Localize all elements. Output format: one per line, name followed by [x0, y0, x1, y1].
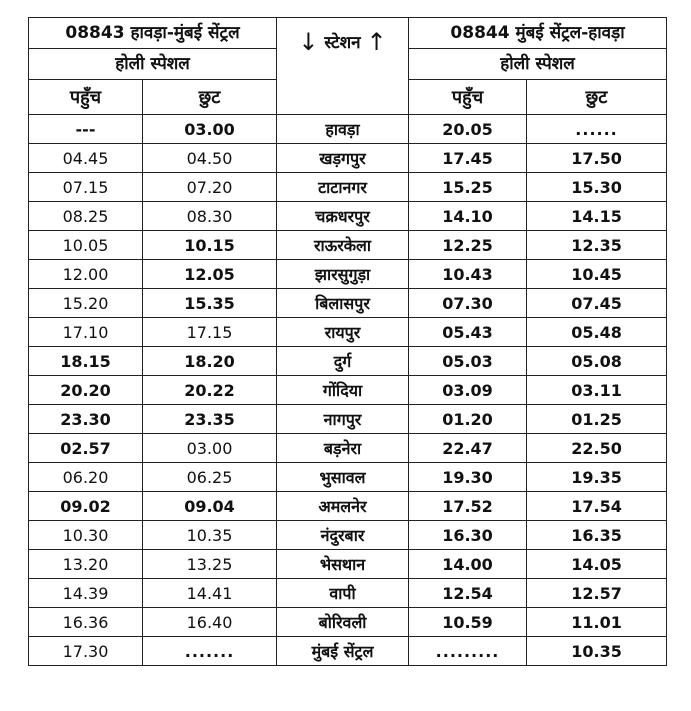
departure-08844: 17.50: [527, 144, 667, 173]
train-08844-subtitle: होली स्पेशल: [409, 49, 667, 80]
arrival-08844: 19.30: [409, 463, 527, 492]
departure-08843: 06.25: [143, 463, 277, 492]
station-column-header: [277, 18, 409, 115]
station-name: नंदुरबार: [277, 521, 409, 550]
departure-08843: 12.05: [143, 260, 277, 289]
arrival-08844: 15.25: [409, 173, 527, 202]
table-row: [29, 550, 667, 579]
arrival-08843: 14.39: [29, 579, 143, 608]
station-name: भेसथान: [277, 550, 409, 579]
table-row: [29, 318, 667, 347]
departure-08844: 14.15: [527, 202, 667, 231]
arrival-08843: 09.02: [29, 492, 143, 521]
departure-08844: 07.45: [527, 289, 667, 318]
arrival-08844: 07.30: [409, 289, 527, 318]
arrival-header-08844: पहुँच: [409, 80, 527, 115]
arrival-08843: 17.30: [29, 637, 143, 666]
departure-header-08843: छुट: [143, 80, 277, 115]
table-row: [29, 376, 667, 405]
arrival-08844: 10.59: [409, 608, 527, 637]
departure-08844: 10.35: [527, 637, 667, 666]
arrival-08844: 03.09: [409, 376, 527, 405]
table-row: [29, 579, 667, 608]
departure-08843: 10.35: [143, 521, 277, 550]
departure-08843: 14.41: [143, 579, 277, 608]
arrival-08844: 12.25: [409, 231, 527, 260]
station-name: मुंबई सेंट्रल: [277, 637, 409, 666]
table-row: [29, 260, 667, 289]
table-row: [29, 405, 667, 434]
arrival-08844: 22.47: [409, 434, 527, 463]
table-row: [29, 492, 667, 521]
arrival-08843: 17.10: [29, 318, 143, 347]
departure-08844: 22.50: [527, 434, 667, 463]
arrival-08843: 04.45: [29, 144, 143, 173]
timetable: [28, 17, 667, 666]
arrival-08844: 20.05: [409, 115, 527, 144]
departure-08843: 23.35: [143, 405, 277, 434]
table-row: [29, 463, 667, 492]
station-name: भुसावल: [277, 463, 409, 492]
arrow-up-icon: ↑: [366, 28, 387, 56]
station-name: अमलनेर: [277, 492, 409, 521]
departure-08843: 17.15: [143, 318, 277, 347]
departure-08843: 04.50: [143, 144, 277, 173]
arrival-08844: 05.03: [409, 347, 527, 376]
table-row: [29, 289, 667, 318]
arrival-08843: 16.36: [29, 608, 143, 637]
arrival-08843: 08.25: [29, 202, 143, 231]
arrival-08843: 02.57: [29, 434, 143, 463]
departure-08843: 18.20: [143, 347, 277, 376]
departure-08844: 12.57: [527, 579, 667, 608]
departure-08844: ......: [527, 115, 667, 144]
station-name: झारसुगुड़ा: [277, 260, 409, 289]
station-name: टाटानगर: [277, 173, 409, 202]
station-name: चक्रधरपुर: [277, 202, 409, 231]
station-name: बिलासपुर: [277, 289, 409, 318]
departure-08844: 12.35: [527, 231, 667, 260]
station-label: स्टेशन: [324, 33, 361, 53]
arrival-08843: 07.15: [29, 173, 143, 202]
departure-08844: 01.25: [527, 405, 667, 434]
station-name: राऊरकेला: [277, 231, 409, 260]
departure-08843: 03.00: [143, 434, 277, 463]
arrival-08843: 10.30: [29, 521, 143, 550]
arrival-08843: 23.30: [29, 405, 143, 434]
arrow-down-icon: ↓: [298, 28, 319, 56]
table-row: [29, 521, 667, 550]
departure-08843: 03.00: [143, 115, 277, 144]
station-name: वापी: [277, 579, 409, 608]
arrival-08844: 14.10: [409, 202, 527, 231]
table-row: [29, 231, 667, 260]
table-row: [29, 173, 667, 202]
departure-08844: 05.08: [527, 347, 667, 376]
arrival-08844: 12.54: [409, 579, 527, 608]
station-name: नागपुर: [277, 405, 409, 434]
departure-08844: 03.11: [527, 376, 667, 405]
departure-08843: 08.30: [143, 202, 277, 231]
train-08843-title: 08843 हावड़ा-मुंबई सेंट्रल: [29, 18, 277, 49]
train-08843-subtitle: होली स्पेशल: [29, 49, 277, 80]
arrival-08844: 10.43: [409, 260, 527, 289]
departure-08843: 09.04: [143, 492, 277, 521]
departure-08844: 15.30: [527, 173, 667, 202]
station-name: रायपुर: [277, 318, 409, 347]
table-row: [29, 608, 667, 637]
departure-08844: 10.45: [527, 260, 667, 289]
arrival-08844: 01.20: [409, 405, 527, 434]
departure-08844: 11.01: [527, 608, 667, 637]
departure-08843: 15.35: [143, 289, 277, 318]
table-row: [29, 144, 667, 173]
departure-header-08844: छुट: [527, 80, 667, 115]
arrival-08843: 15.20: [29, 289, 143, 318]
departure-08843: 10.15: [143, 231, 277, 260]
departure-08844: 19.35: [527, 463, 667, 492]
arrival-header-08843: पहुँच: [29, 80, 143, 115]
departure-08844: 14.05: [527, 550, 667, 579]
departure-08844: 05.48: [527, 318, 667, 347]
table-row: [29, 347, 667, 376]
station-name: बोरिवली: [277, 608, 409, 637]
arrival-08844: 17.45: [409, 144, 527, 173]
table-row: [29, 637, 667, 666]
table-row: [29, 434, 667, 463]
station-name: दुर्ग: [277, 347, 409, 376]
arrival-08844: 05.43: [409, 318, 527, 347]
station-name: खड़गपुर: [277, 144, 409, 173]
departure-08843: 20.22: [143, 376, 277, 405]
arrival-08843: 12.00: [29, 260, 143, 289]
arrival-08844: 17.52: [409, 492, 527, 521]
arrival-08843: 10.05: [29, 231, 143, 260]
departure-08844: 17.54: [527, 492, 667, 521]
arrival-08844: 16.30: [409, 521, 527, 550]
arrival-08843: 20.20: [29, 376, 143, 405]
station-name: बड़नेरा: [277, 434, 409, 463]
departure-08843: 16.40: [143, 608, 277, 637]
arrival-08843: ---: [29, 115, 143, 144]
train-08844-title: 08844 मुंबई सेंट्रल-हावड़ा: [409, 18, 667, 49]
station-name: गोंदिया: [277, 376, 409, 405]
arrival-08844: .........: [409, 637, 527, 666]
arrival-08844: 14.00: [409, 550, 527, 579]
arrival-08843: 18.15: [29, 347, 143, 376]
station-name: हावड़ा: [277, 115, 409, 144]
table-row: [29, 202, 667, 231]
departure-08843: 07.20: [143, 173, 277, 202]
departure-08843: .......: [143, 637, 277, 666]
departure-08844: 16.35: [527, 521, 667, 550]
arrival-08843: 06.20: [29, 463, 143, 492]
table-row: [29, 115, 667, 144]
arrival-08843: 13.20: [29, 550, 143, 579]
departure-08843: 13.25: [143, 550, 277, 579]
